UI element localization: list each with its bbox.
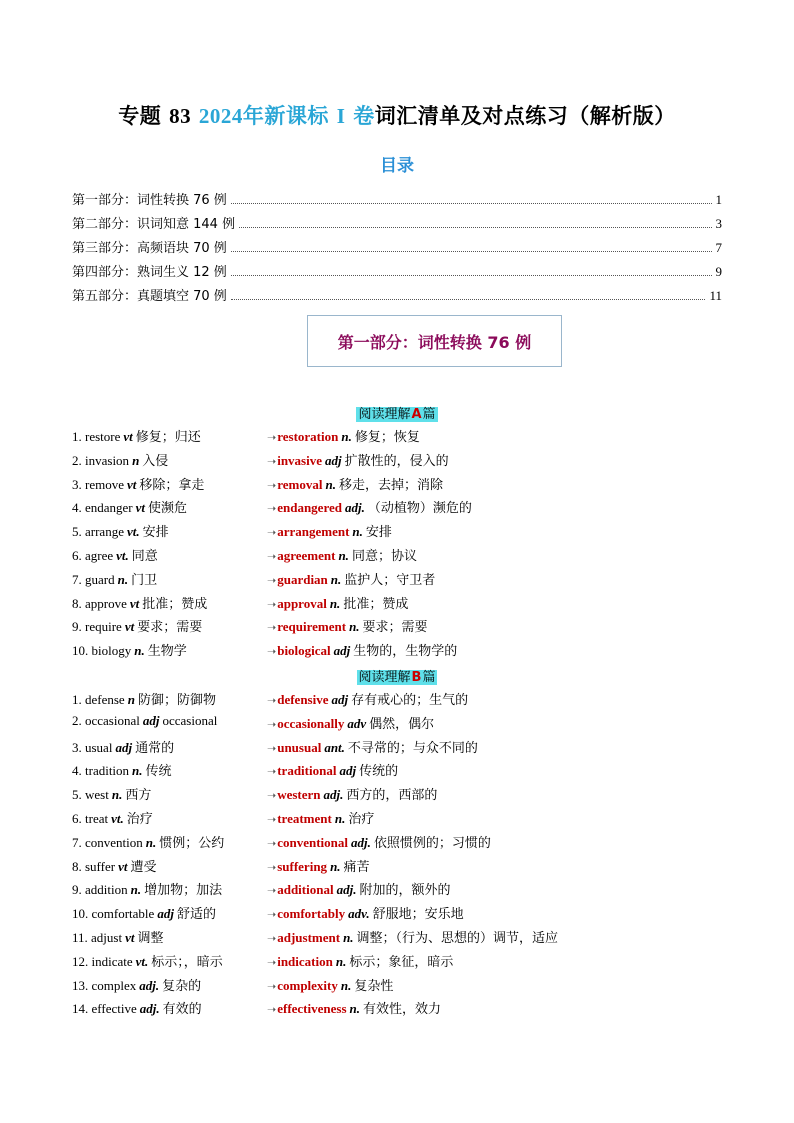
vocab-pos: n. bbox=[132, 763, 143, 779]
vocab-derived bbox=[267, 998, 441, 1017]
vocab-source bbox=[72, 784, 151, 803]
vocab-source bbox=[72, 450, 168, 469]
vocab-meaning: 安排 bbox=[142, 524, 169, 540]
toc-item-label: 第二部分：识词知意 144 例 bbox=[72, 217, 236, 232]
vocab-word: 2. invasion bbox=[72, 452, 130, 468]
arrow-right-icon: ➝ bbox=[267, 814, 277, 826]
derived-word: treatment bbox=[277, 811, 332, 826]
derived-meaning: 标示；象征，暗示 bbox=[349, 953, 454, 969]
vocab-meaning: 同意 bbox=[131, 548, 158, 563]
vocab-pos: n. bbox=[130, 882, 142, 898]
section-a-suffix: 篇 bbox=[422, 407, 436, 422]
derived-word: guardian bbox=[277, 571, 328, 587]
toc-leader-dots bbox=[231, 251, 712, 252]
derived-meaning: 批准；赞成 bbox=[343, 595, 409, 611]
arrow-right-icon: ➝ bbox=[267, 766, 277, 779]
toc-item-page: 9 bbox=[715, 264, 722, 279]
vocab-derived bbox=[267, 951, 453, 970]
toc-item[interactable] bbox=[72, 184, 722, 208]
toc-leader-dots bbox=[231, 299, 706, 300]
vocab-meaning: 修复；归还 bbox=[135, 429, 201, 444]
derived-pos: n. bbox=[343, 930, 354, 945]
vocab-word: 10. comfortable bbox=[72, 906, 155, 922]
vocab-pos: vt bbox=[118, 858, 128, 874]
derived-pos: n. bbox=[335, 953, 347, 969]
vocab-word: 8. suffer bbox=[72, 858, 116, 874]
vocab-pos: n. bbox=[117, 571, 129, 587]
toc-item-label: 第一部分：词性转换 76 例 bbox=[72, 193, 227, 208]
arrow-right-icon: ➝ bbox=[267, 622, 277, 635]
vocab-meaning: 有效的 bbox=[162, 1001, 202, 1017]
derived-meaning: 西方的，西部的 bbox=[346, 787, 438, 803]
vocab-source bbox=[72, 545, 158, 564]
vocab-pos: vt bbox=[123, 429, 133, 444]
derived-pos: n. bbox=[325, 476, 336, 492]
part1-heading-box bbox=[307, 315, 562, 367]
vocab-word: 11. adjust bbox=[72, 930, 123, 945]
arrow-right-icon: ➝ bbox=[267, 837, 277, 850]
vocab-source bbox=[72, 640, 187, 659]
toc-item-label: 第四部分：熟词生义 12 例 bbox=[72, 265, 227, 280]
derived-word: conventional bbox=[277, 834, 349, 850]
derived-pos: n. bbox=[329, 595, 341, 611]
derived-pos: n. bbox=[334, 811, 346, 826]
derived-pos: adj. bbox=[323, 787, 344, 803]
vocab-meaning: occasional bbox=[162, 712, 218, 728]
vocab-word: 12. indicate bbox=[72, 953, 133, 969]
vocab-meaning: 西方 bbox=[125, 787, 152, 803]
vocab-derived bbox=[267, 760, 398, 779]
derived-word: biological bbox=[277, 643, 331, 659]
arrow-right-icon: ➝ bbox=[267, 598, 277, 611]
vocab-derived bbox=[267, 593, 408, 612]
section-b-heading bbox=[0, 666, 794, 685]
derived-word: unusual bbox=[277, 739, 322, 755]
vocab-source bbox=[72, 426, 201, 445]
vocab-derived bbox=[267, 569, 435, 588]
vocab-source bbox=[72, 474, 204, 493]
vocab-derived bbox=[267, 737, 478, 756]
vocab-meaning: 入侵 bbox=[142, 452, 169, 468]
vocab-derived bbox=[267, 426, 420, 445]
toc-item-label: 第五部分：真题填空 70 例 bbox=[72, 289, 227, 304]
derived-word: endangered bbox=[277, 500, 342, 516]
derived-pos: n. bbox=[349, 619, 360, 635]
vocab-derived bbox=[267, 927, 558, 946]
vocab-word: 2. occasional bbox=[72, 712, 140, 728]
arrow-right-icon: ➝ bbox=[267, 574, 277, 587]
toc-item-page: 3 bbox=[715, 216, 722, 231]
vocab-source bbox=[72, 760, 172, 779]
derived-meaning: 移走，去掉；消除 bbox=[338, 476, 443, 492]
page-title bbox=[0, 100, 794, 130]
toc-item[interactable] bbox=[72, 232, 722, 256]
title-number: 83 bbox=[169, 104, 192, 128]
vocab-word: 5. arrange bbox=[72, 524, 124, 540]
derived-meaning: 依照惯例的；习惯的 bbox=[373, 834, 491, 850]
vocab-meaning: 调整 bbox=[137, 930, 164, 945]
vocab-derived bbox=[267, 545, 417, 564]
vocab-derived bbox=[267, 689, 468, 708]
derived-pos: adj bbox=[333, 643, 351, 659]
vocab-source bbox=[72, 951, 223, 970]
derived-meaning: 复杂性 bbox=[354, 977, 394, 993]
derived-meaning: 要求；需要 bbox=[362, 619, 428, 635]
vocab-meaning: 批准；赞成 bbox=[142, 595, 208, 611]
vocab-source bbox=[72, 903, 216, 922]
derived-meaning: 生物的，生物学的 bbox=[353, 643, 458, 659]
derived-meaning: 有效性，效力 bbox=[363, 1001, 442, 1017]
derived-pos: n. bbox=[330, 571, 342, 587]
arrow-right-icon: ➝ bbox=[267, 933, 277, 945]
vocab-source bbox=[72, 593, 207, 612]
vocab-pos: vt. bbox=[126, 524, 140, 540]
toc-item-page: 1 bbox=[715, 192, 722, 207]
derived-pos: adj bbox=[325, 452, 342, 468]
vocab-source bbox=[72, 808, 153, 827]
derived-pos: n. bbox=[341, 429, 352, 444]
derived-meaning: 安排 bbox=[365, 524, 392, 540]
vocab-word: 1. defense bbox=[72, 692, 125, 707]
toc-leader-dots bbox=[231, 203, 712, 204]
derived-meaning: 监护人；守卫者 bbox=[344, 571, 436, 587]
title-roman: I bbox=[336, 104, 346, 128]
title-subtitle: 词汇清单及对点练习（解析版） bbox=[374, 104, 676, 128]
arrow-right-icon: ➝ bbox=[267, 742, 277, 755]
vocab-source bbox=[72, 497, 187, 516]
derived-meaning: 存有戒心的；生气的 bbox=[351, 692, 469, 707]
vocab-word: 7. guard bbox=[72, 571, 115, 587]
toc-item[interactable] bbox=[72, 280, 722, 304]
vocab-pos: vt. bbox=[135, 953, 149, 969]
arrow-right-icon: ➝ bbox=[267, 1004, 277, 1017]
vocab-source bbox=[72, 713, 217, 729]
section-b-letter: B bbox=[411, 670, 422, 685]
vocab-meaning: 标示；，暗示 bbox=[151, 953, 223, 969]
vocab-source bbox=[72, 569, 157, 588]
derived-meaning: 调整；（行为、思想的）调节，适应 bbox=[356, 930, 559, 945]
vocab-source bbox=[72, 975, 201, 994]
vocab-pos: n. bbox=[145, 834, 157, 850]
derived-word: removal bbox=[277, 476, 323, 492]
vocab-source bbox=[72, 521, 169, 540]
vocab-derived bbox=[267, 903, 464, 922]
derived-pos: n. bbox=[340, 977, 352, 993]
title-topic-label: 专题 bbox=[118, 104, 162, 128]
vocab-word: 9. addition bbox=[72, 882, 128, 898]
vocab-meaning: 复杂的 bbox=[162, 977, 202, 993]
derived-word: comfortably bbox=[277, 906, 346, 922]
vocab-pos: vt bbox=[135, 500, 146, 516]
arrow-right-icon: ➝ bbox=[267, 790, 277, 803]
vocab-pos: adj bbox=[115, 739, 133, 755]
title-year: 2024 bbox=[198, 104, 243, 128]
vocab-meaning: 要求；需要 bbox=[137, 619, 203, 635]
vocab-pos: vt bbox=[124, 619, 135, 635]
vocab-meaning: 移除；拿走 bbox=[139, 476, 205, 492]
derived-meaning: 痛苦 bbox=[343, 858, 370, 874]
arrow-right-icon: ➝ bbox=[267, 527, 277, 540]
derived-word: requirement bbox=[277, 619, 347, 635]
vocab-word: 4. tradition bbox=[72, 763, 130, 779]
arrow-right-icon: ➝ bbox=[267, 479, 277, 492]
derived-pos: adv bbox=[347, 715, 367, 731]
vocab-meaning: 舒适的 bbox=[176, 906, 216, 922]
vocab-word: 14. effective bbox=[72, 1001, 137, 1017]
vocab-derived bbox=[267, 713, 434, 732]
derived-pos: ant. bbox=[324, 739, 345, 755]
derived-word: complexity bbox=[277, 977, 338, 993]
vocab-derived bbox=[267, 450, 449, 469]
vocab-pos: adj bbox=[142, 712, 160, 728]
derived-meaning: 传统的 bbox=[359, 763, 399, 779]
arrow-right-icon: ➝ bbox=[267, 980, 277, 993]
arrow-right-icon: ➝ bbox=[267, 861, 277, 874]
vocab-derived bbox=[267, 640, 457, 659]
vocab-word: 13. complex bbox=[72, 977, 137, 993]
section-a-letter: A bbox=[411, 407, 422, 422]
derived-word: western bbox=[277, 787, 321, 803]
toc-item[interactable] bbox=[72, 256, 722, 280]
derived-word: effectiveness bbox=[277, 1001, 347, 1017]
derived-meaning: 治疗 bbox=[348, 811, 375, 826]
vocab-pos: vt bbox=[129, 595, 140, 611]
vocab-derived bbox=[267, 474, 443, 493]
vocab-meaning: 治疗 bbox=[126, 811, 153, 826]
vocab-word: 8. approve bbox=[72, 595, 127, 611]
vocab-word: 5. west bbox=[72, 787, 109, 803]
table-of-contents bbox=[72, 184, 722, 304]
vocab-meaning: 使濒危 bbox=[148, 500, 188, 516]
vocab-word: 1. restore bbox=[72, 429, 121, 444]
toc-item-label: 第三部分：高频语块 70 例 bbox=[72, 241, 227, 256]
vocab-pos: vt. bbox=[116, 548, 129, 563]
vocab-derived bbox=[267, 616, 428, 635]
vocab-word: 3. remove bbox=[72, 476, 124, 492]
derived-pos: adj. bbox=[336, 882, 357, 898]
section-a-prefix: 阅读理解 bbox=[358, 407, 411, 422]
title-exam-name: 年新课标 bbox=[242, 104, 329, 128]
toc-item-page: 7 bbox=[715, 240, 722, 255]
derived-word: indication bbox=[277, 953, 333, 969]
derived-meaning: 偶然，偶尔 bbox=[369, 715, 435, 731]
derived-meaning: （动植物）濒危的 bbox=[367, 500, 472, 516]
derived-pos: adj bbox=[339, 763, 357, 779]
vocab-meaning: 通常的 bbox=[135, 739, 175, 755]
derived-meaning: 同意；协议 bbox=[351, 548, 417, 563]
arrow-right-icon: ➝ bbox=[267, 909, 277, 922]
arrow-right-icon: ➝ bbox=[267, 718, 277, 731]
section-b-suffix: 篇 bbox=[422, 670, 436, 685]
vocab-derived bbox=[267, 497, 472, 516]
vocab-source bbox=[72, 927, 163, 946]
vocab-source bbox=[72, 832, 224, 851]
derived-meaning: 修复；恢复 bbox=[354, 429, 420, 444]
vocab-pos: vt bbox=[125, 930, 135, 945]
vocab-word: 7. convention bbox=[72, 834, 143, 850]
arrow-right-icon: ➝ bbox=[267, 885, 277, 898]
arrow-right-icon: ➝ bbox=[267, 956, 277, 969]
vocab-pos: n. bbox=[134, 643, 145, 659]
vocab-meaning: 门卫 bbox=[131, 571, 158, 587]
toc-item[interactable] bbox=[72, 208, 722, 232]
vocab-derived bbox=[267, 832, 491, 851]
derived-pos: adj. bbox=[351, 834, 371, 850]
derived-word: occasionally bbox=[277, 715, 345, 731]
vocab-meaning: 传统 bbox=[145, 763, 172, 779]
derived-word: agreement bbox=[277, 548, 336, 563]
derived-word: approval bbox=[277, 595, 327, 611]
arrow-right-icon: ➝ bbox=[267, 432, 277, 444]
derived-pos: n. bbox=[349, 1001, 361, 1017]
derived-meaning: 扩散性的，侵入的 bbox=[344, 452, 449, 468]
vocab-word: 6. agree bbox=[72, 548, 114, 563]
vocab-pos: adj bbox=[157, 906, 174, 922]
derived-word: defensive bbox=[277, 692, 329, 707]
vocab-derived bbox=[267, 521, 392, 540]
vocab-meaning: 惯例；公约 bbox=[159, 834, 225, 850]
vocab-word: 9. require bbox=[72, 619, 122, 635]
derived-pos: adv. bbox=[348, 906, 370, 922]
vocab-derived bbox=[267, 784, 437, 803]
vocab-pos: adj. bbox=[139, 977, 160, 993]
derived-word: traditional bbox=[277, 763, 337, 779]
vocab-pos: n bbox=[132, 452, 140, 468]
vocab-meaning: 生物学 bbox=[147, 643, 187, 659]
derived-pos: n. bbox=[338, 548, 349, 563]
derived-meaning: 不寻常的；与众不同的 bbox=[347, 739, 478, 755]
derived-meaning: 舒服地；安乐地 bbox=[372, 906, 464, 922]
toc-heading: 目录 bbox=[380, 156, 414, 176]
derived-meaning: 附加的，额外的 bbox=[359, 882, 451, 898]
arrow-right-icon: ➝ bbox=[267, 695, 277, 707]
arrow-right-icon: ➝ bbox=[267, 646, 277, 659]
vocab-word: 3. usual bbox=[72, 739, 113, 755]
section-b-prefix: 阅读理解 bbox=[358, 670, 411, 685]
derived-word: invasive bbox=[277, 452, 323, 468]
vocab-word: 10. biology bbox=[72, 643, 132, 659]
toc-item-page: 11 bbox=[709, 288, 722, 303]
vocab-meaning: 遭受 bbox=[130, 858, 157, 874]
vocab-meaning: 增加物；加法 bbox=[144, 882, 223, 898]
derived-pos: n. bbox=[330, 858, 341, 874]
derived-word: arrangement bbox=[277, 524, 350, 540]
vocab-derived bbox=[267, 808, 374, 827]
vocab-word: 6. treat bbox=[72, 811, 109, 826]
vocab-source bbox=[72, 998, 202, 1017]
derived-pos: adj bbox=[331, 692, 349, 707]
vocab-pos: n bbox=[127, 692, 135, 707]
vocab-source bbox=[72, 879, 222, 898]
vocab-source bbox=[72, 616, 202, 635]
arrow-right-icon: ➝ bbox=[267, 551, 277, 563]
vocab-source bbox=[72, 737, 174, 756]
derived-pos: n. bbox=[352, 524, 363, 540]
toc-leader-dots bbox=[231, 275, 712, 276]
vocab-derived bbox=[267, 856, 370, 875]
derived-word: suffering bbox=[277, 858, 328, 874]
vocab-derived bbox=[267, 879, 450, 898]
vocab-meaning: 防御；防御物 bbox=[137, 692, 216, 707]
toc-leader-dots bbox=[239, 227, 711, 228]
section-a-heading bbox=[0, 403, 794, 422]
vocab-pos: vt bbox=[126, 476, 137, 492]
derived-word: adjustment bbox=[277, 930, 341, 945]
vocab-pos: vt. bbox=[111, 811, 124, 826]
vocab-source bbox=[72, 689, 216, 708]
vocab-pos: n. bbox=[111, 787, 123, 803]
vocab-source bbox=[72, 856, 157, 875]
vocab-pos: adj. bbox=[139, 1001, 160, 1017]
derived-word: restoration bbox=[277, 429, 339, 444]
vocab-derived bbox=[267, 975, 393, 994]
arrow-right-icon: ➝ bbox=[267, 455, 277, 468]
vocab-word: 4. endanger bbox=[72, 500, 133, 516]
part1-heading: 第一部分：词性转换 76 例 bbox=[337, 332, 532, 352]
arrow-right-icon: ➝ bbox=[267, 503, 277, 516]
derived-pos: adj. bbox=[344, 500, 365, 516]
title-paper: 卷 bbox=[353, 104, 375, 128]
derived-word: additional bbox=[277, 882, 334, 898]
